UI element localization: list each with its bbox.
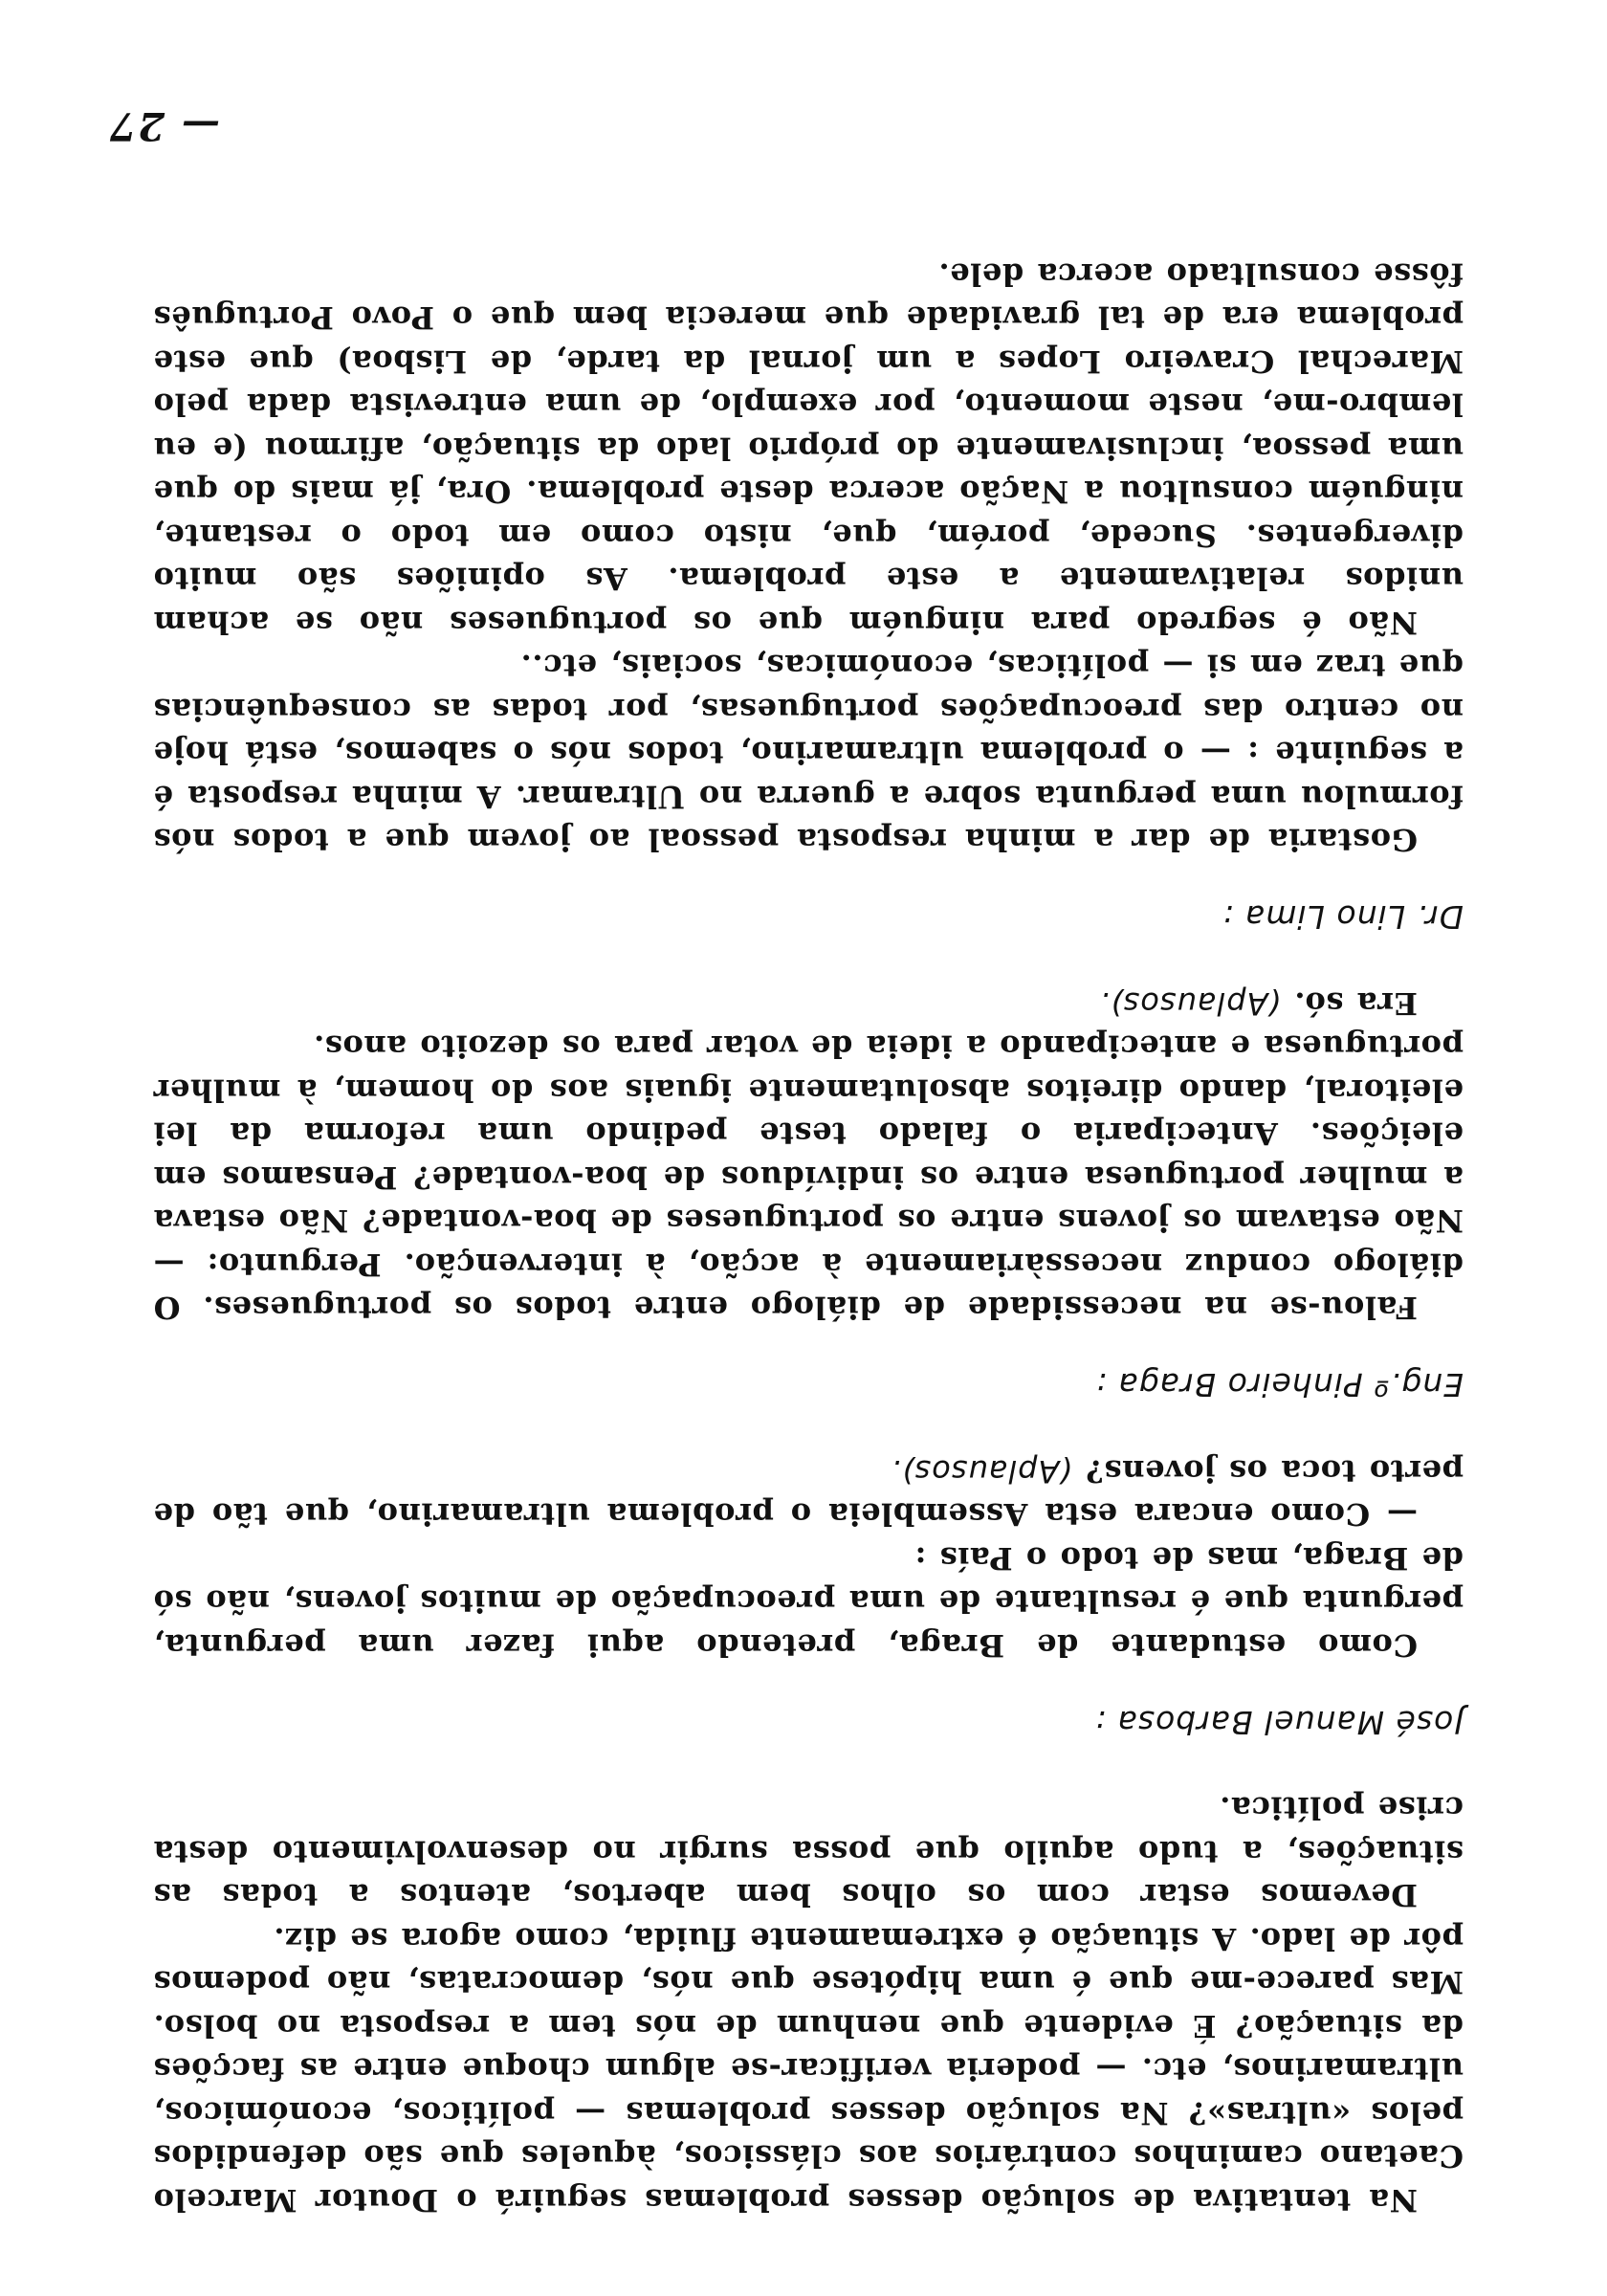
applause-note: (Aplausos). bbox=[890, 1453, 1072, 1490]
paragraph: Na tentativa de solução desses problemas seguirá o Doutor Marcelo Caetano caminhos contrários aos clássicos, àqueles que são defendidos pelos «ultras»? Na solução desses problemas — políticos, económicos, ultramarinos, etc. — poderia verificar-se algum choque entre as facções da situação? É evidente que nenhum de nós tem a resposta no bolso. Mas parece-me que é uma hipótese que nós, democratas, não podemos pôr de lado. A situação é extremamente fluida, como agora se diz. bbox=[153, 1921, 1464, 2219]
page-number: — 27 bbox=[107, 103, 220, 148]
paragraph: Como estudante de Braga, pretendo aqui fazer uma pergunta, pergunta que é resultante de uma preocupação de muitos jovens, não só de Braga, mas de todo o País : bbox=[153, 1540, 1464, 1664]
paragraph-text: Era só. bbox=[1293, 985, 1418, 1022]
speaker-heading: Eng.º Pinheiro Braga : bbox=[1094, 1366, 1464, 1404]
paragraph: Devemos estar com os olhos bem abertos, atentos a todas as situações, a tudo aquilo que possa surgir no desenvolvimento desta crise política. bbox=[153, 1790, 1464, 1914]
paragraph bbox=[153, 982, 1464, 1026]
speaker-heading: Dr. Lino Lima : bbox=[1222, 898, 1464, 937]
speaker-heading: José Manuel Barbosa : bbox=[1094, 1704, 1464, 1741]
paragraph: Gostaria de dar a minha resposta pessoal ao jovem que a todos nós formulou uma pergunta sobre a guerra no Ultramar. A minha resposta é a seguinte : — o problema ultramarino, todos nós o sabemos, está hoje no centro das preocupações portuguesas, por todas as consequências que traz em si — políticas, económicas, sociais, etc.. bbox=[153, 648, 1464, 859]
paragraph-text: — Como encara esta Assembleia o problema ultramarino, que tão de perto toca os jovens? bbox=[153, 1453, 1464, 1534]
paragraph: Falou-se na necessidade de diálogo entre todos os portugueses. O diálogo conduz necessàriamente à acção, à intervenção. Pergunto: — Não estavam os jovens entre os portugueses de boa-vontade? Não estava a mulher portuguesa entre os indivíduos de boa-vontade? Pensamos em eleições. Anteciparia o falado teste pedindo uma reforma da lei eleitoral, dando direitos absolutamente iguais aos do homem, à mulher portuguesa e antecipando a ideia de votar para os dezoito anos. bbox=[153, 1028, 1464, 1327]
text-column bbox=[153, 253, 1464, 2222]
paragraph: Não é segredo para ninguém que os portugueses não se acham unidos relativamente a este problema. As opiniões são muito divergentes. Sucede, porém, que, nisto como em todo o restante, ninguém consultou a Nação acerca deste problema. Ora, já mais do que uma pessoa, inclusivamente do próprio lado da situação, afirmou (e eu lembro-me, neste momento, por exemplo, de uma entrevista dada pelo Marechal Craveiro Lopes a um jornal da tarde, de Lisboa) que este problema era de tal gravidade que merecia bem que o Povo Português fôsse consultado acerca dele. bbox=[153, 256, 1464, 641]
paragraph bbox=[153, 1449, 1464, 1536]
applause-note: (Aplausos). bbox=[1098, 985, 1281, 1022]
